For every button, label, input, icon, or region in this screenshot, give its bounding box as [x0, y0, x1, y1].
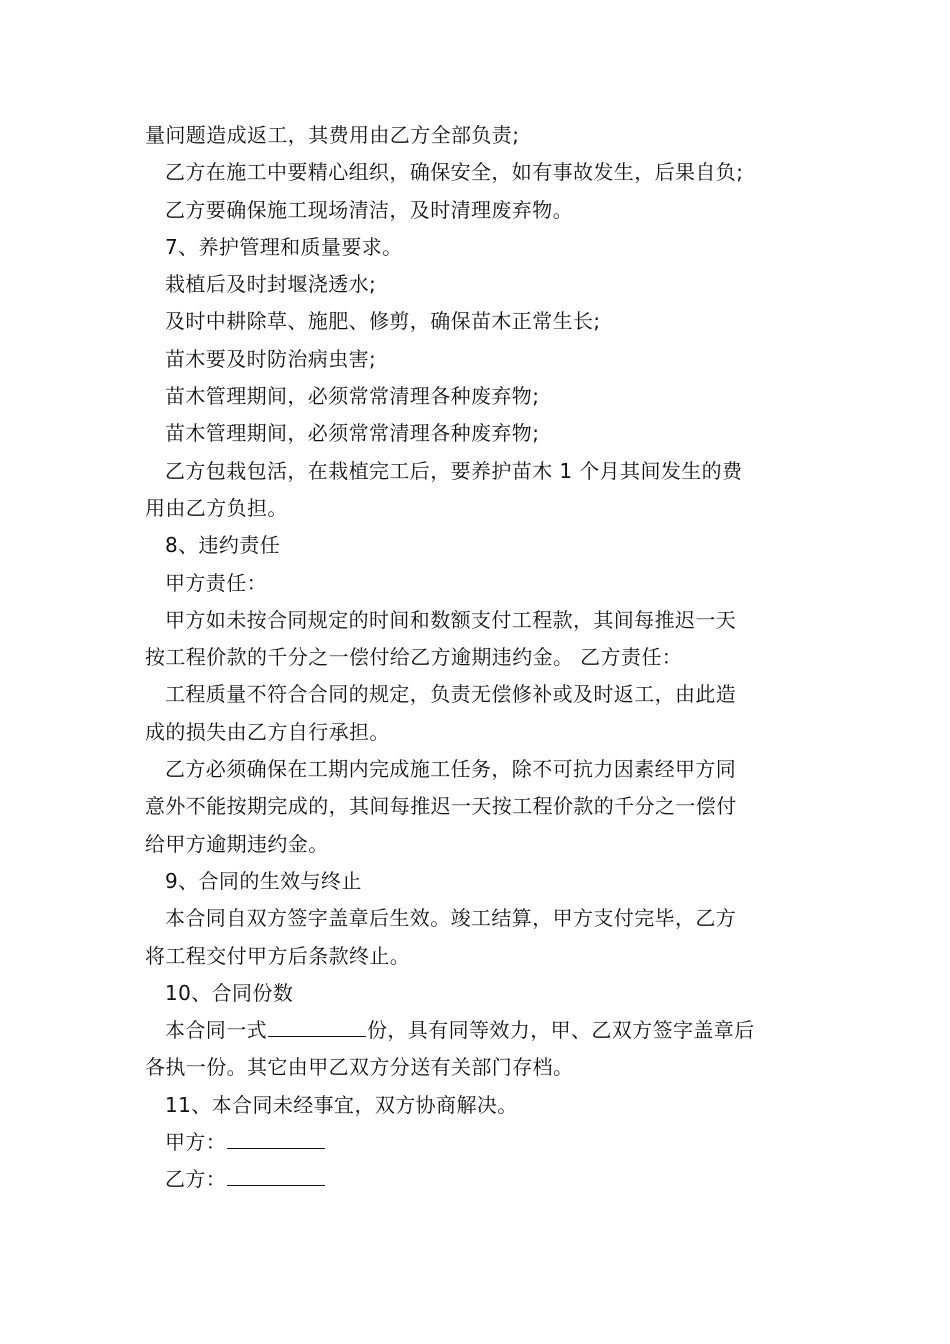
paragraph-line: 栽植后及时封堰浇透水; — [165, 272, 377, 297]
section-heading: 9、合同的生效与终止 — [165, 868, 362, 893]
paragraph-line: 成的损失由乙方自行承担。 — [145, 719, 390, 744]
copies-text-before: 本合同一式 — [165, 1018, 267, 1043]
paragraph-line: 乙方在施工中要精心组织，确保安全，如有事故发生，后果自负; — [165, 160, 744, 185]
paragraph-line: 给甲方逾期违约金。 — [145, 831, 329, 856]
section-heading: 8、违约责任 — [165, 533, 281, 558]
paragraph-line: 将工程交付甲方后条款终止。 — [145, 943, 411, 968]
signature-line-party-a — [145, 1124, 807, 1161]
paragraph-line: 按工程价款的千分之一偿付给乙方逾期违约金。 乙方责任： — [145, 645, 683, 670]
paragraph-line: 各执一份。其它由甲乙双方分送有关部门存档。 — [145, 1055, 574, 1080]
paragraph-line: 乙方必须确保在工期内完成施工任务，除不可抗力因素经甲方同 — [165, 757, 737, 782]
party-b-blank-field[interactable] — [227, 1163, 325, 1186]
paragraph-line: 乙方要确保施工现场清洁，及时清理废弃物。 — [165, 197, 573, 222]
copies-blank-field[interactable] — [268, 1014, 366, 1037]
paragraph-line: 本合同自双方签字盖章后生效。竣工结算，甲方支付完毕，乙方 — [165, 906, 737, 931]
paragraph-line: 苗木管理期间，必须常常清理各种废弃物; — [165, 384, 540, 409]
paragraph-line: 意外不能按期完成的，其间每推迟一天按工程价款的千分之一偿付 — [145, 794, 737, 819]
paragraph-line — [145, 1012, 807, 1049]
document-page — [145, 117, 807, 1199]
signature-line-party-b — [145, 1161, 807, 1198]
subsection-heading: 甲方责任： — [165, 570, 267, 595]
paragraph-line: 苗木管理期间，必须常常清理各种废弃物; — [165, 421, 540, 446]
paragraph-line: 苗木要及时防治病虫害; — [165, 346, 377, 371]
party-a-label: 甲方： — [165, 1130, 227, 1155]
paragraph-line: 用由乙方负担。 — [145, 495, 288, 520]
paragraph-line: 量问题造成返工，其费用由乙方全部负责; — [145, 123, 520, 147]
section-heading: 11、本合同未经事宜，双方协商解决。 — [165, 1092, 518, 1117]
section-heading: 7、养护管理和质量要求。 — [165, 234, 403, 259]
paragraph-line: 乙方包栽包活，在栽植完工后，要养护苗木 1 个月其间发生的费 — [165, 458, 743, 483]
party-b-label: 乙方： — [165, 1167, 227, 1192]
section-heading: 10、合同份数 — [165, 980, 294, 1005]
copies-text-after: 份，具有同等效力，甲、乙双方签字盖章后 — [367, 1018, 755, 1043]
paragraph-line: 甲方如未按合同规定的时间和数额支付工程款，其间每推迟一天 — [165, 607, 737, 632]
paragraph-line: 工程质量不符合合同的规定，负责无偿修补或及时返工，由此造 — [165, 682, 737, 707]
paragraph-line: 及时中耕除草、施肥、修剪，确保苗木正常生长; — [165, 309, 601, 334]
party-a-blank-field[interactable] — [227, 1126, 325, 1149]
